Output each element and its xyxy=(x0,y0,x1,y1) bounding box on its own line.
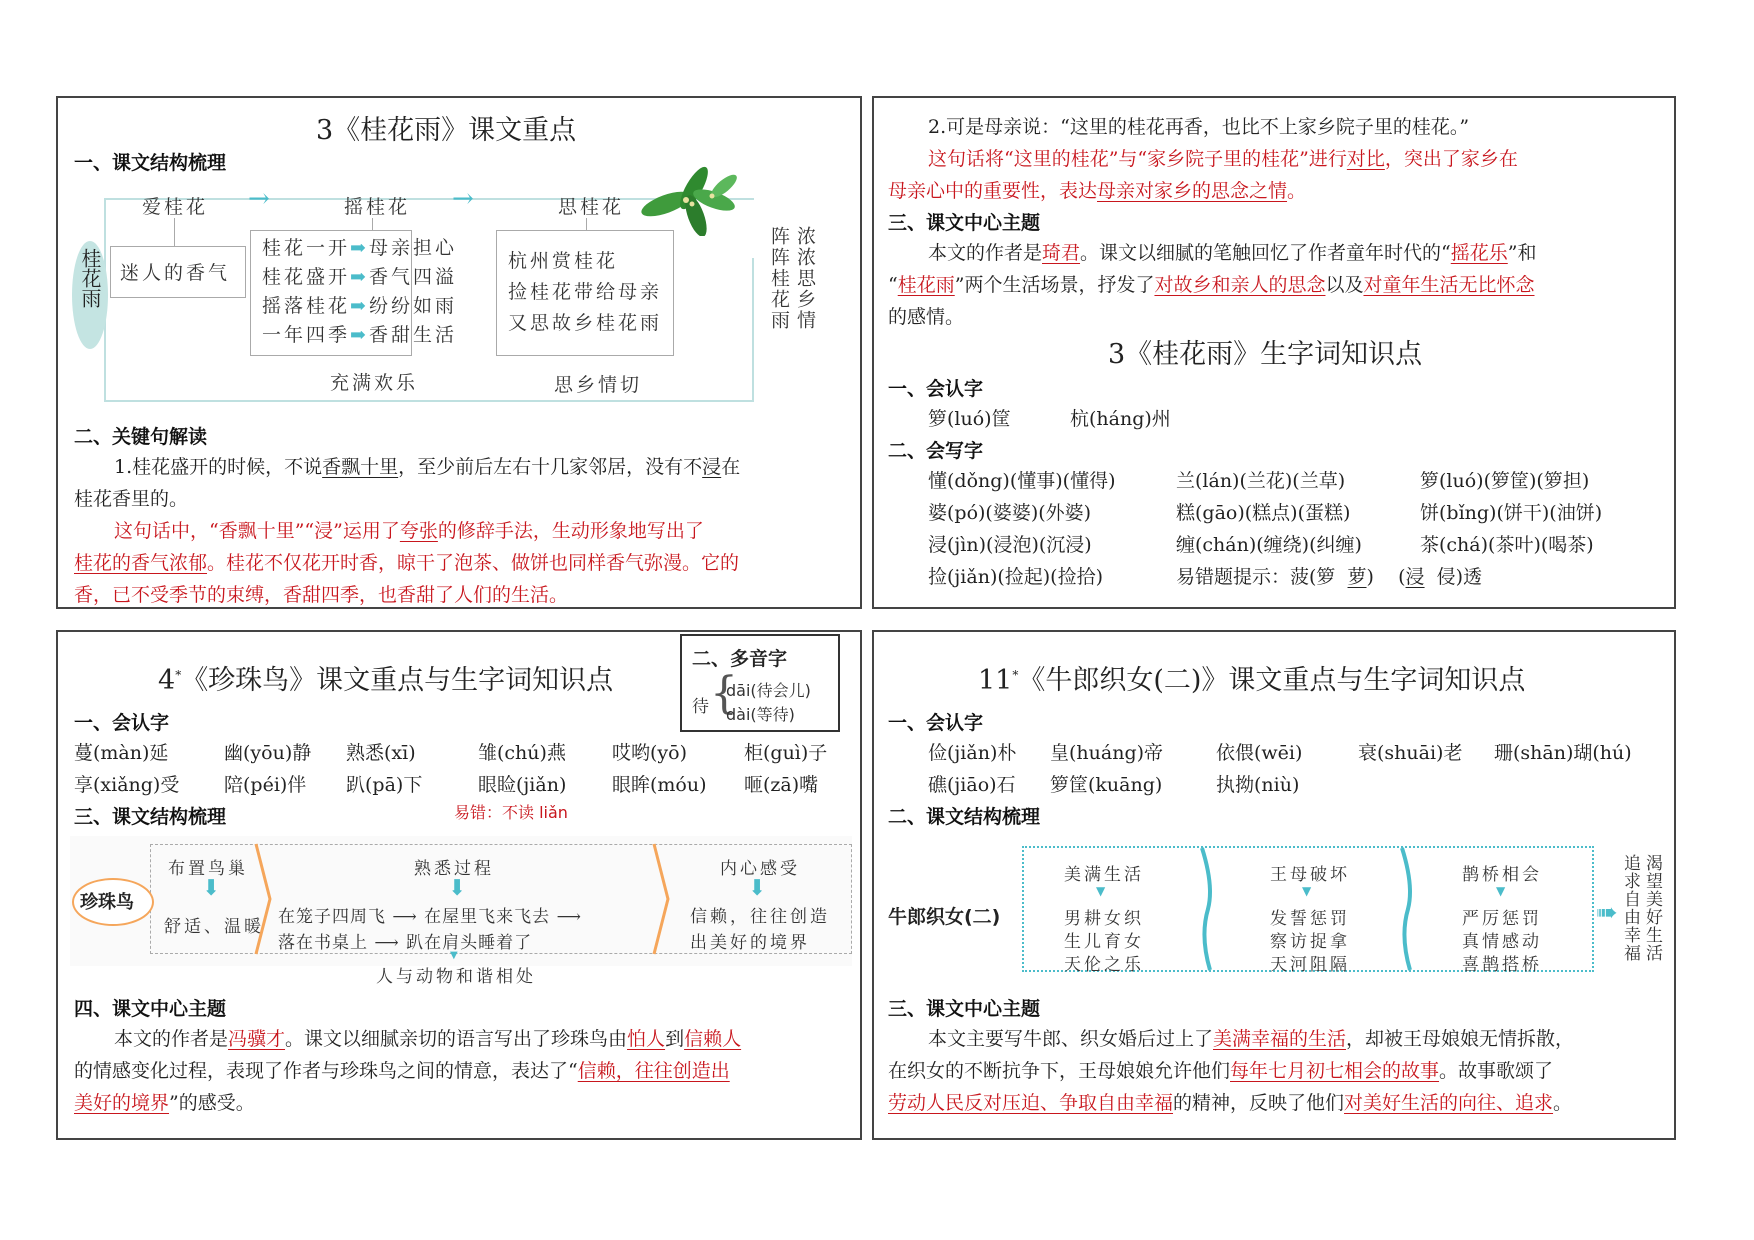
write-item: 捡(jiǎn)(捡起)(捡拾) xyxy=(928,566,1104,588)
col3-row: 杭州赏桂花 xyxy=(508,250,619,272)
recognize-item: 蔓(màn)延 xyxy=(74,742,169,764)
recognize-item: 礁(jiāo)石 xyxy=(928,774,1016,796)
panel-zhenzhuniao xyxy=(56,630,862,1140)
theme-line3: 美好的境界”的感受。 xyxy=(74,1092,255,1114)
analysis-2-line1: 这句话将“这里的桂花”与“家乡院子里的桂花”进行对比，突出了家乡在 xyxy=(928,148,1518,170)
write-item: 茶(chá)(茶叶)(喝茶) xyxy=(1420,534,1594,556)
section-heading-recognize: 一、会认字 xyxy=(74,712,170,734)
c3-row-2: 出美好的境界 xyxy=(690,933,810,953)
col2-heading: 摇桂花 xyxy=(344,196,411,218)
recognize-item: 雏(chú)燕 xyxy=(478,742,566,764)
arrow-icon: → xyxy=(452,184,474,214)
down-arrow-icon: ⬇ xyxy=(748,876,767,901)
section-heading-theme: 三、课文中心主题 xyxy=(888,998,1041,1020)
vertical-text-left: 阵阵桂花雨 xyxy=(768,226,790,331)
panel-title: 3《桂花雨》课文重点 xyxy=(316,115,577,146)
write-item: 饼(bǐng)(饼干)(油饼) xyxy=(1420,502,1603,524)
wave-separator-icon xyxy=(1196,846,1216,972)
chevron-separator-icon xyxy=(652,842,672,956)
col2-row: 摇落桂花➡纷纷如雨 xyxy=(262,295,457,317)
c2-row: 发誓惩罚 xyxy=(1270,909,1350,929)
c1-heading: 布置鸟巢 xyxy=(168,859,248,879)
c2-heading: 王母破坏 xyxy=(1270,865,1350,885)
center-label: 桂花雨 xyxy=(78,248,102,308)
right-double-arrow-icon: ➠ xyxy=(1596,898,1618,928)
c3-row: 严厉惩罚 xyxy=(1462,909,1542,929)
panel-guihuayu-continued xyxy=(872,96,1676,609)
polyphone-heading: 二、多音字 xyxy=(692,648,788,670)
col3-row: 捡桂花带给母亲 xyxy=(508,281,663,303)
diagram-frame-right xyxy=(752,258,754,402)
col2-row: 一年四季➡香甜生活 xyxy=(262,324,457,346)
c3-rows xyxy=(1462,908,1542,977)
recognize-item: 陪(péi)伴 xyxy=(224,774,307,796)
panel-title: 4*《珍珠鸟》课文重点与生字词知识点 xyxy=(158,665,614,696)
write-item: 浸(jìn)(浸泡)(沉浸) xyxy=(928,534,1092,556)
key-sentence-1: 1.桂花盛开的时候，不说香飘十里，至少前后左右十几家邻居，没有不浸在 xyxy=(114,456,741,478)
c2-heading: 熟悉过程 xyxy=(414,859,494,879)
recognize-item: 箩(luó)筐 xyxy=(928,408,1011,430)
col2-rows xyxy=(262,234,457,350)
key-sentence-1-cont: 桂花香里的。 xyxy=(74,488,189,510)
theme-line2: 的情感变化过程，表现了作者与珍珠鸟之间的情意，表达了“信赖，往往创造出 xyxy=(74,1060,730,1082)
wave-separator-icon xyxy=(1396,846,1416,972)
write-item: 缠(chán)(缠绕)(纠缠) xyxy=(1176,534,1362,556)
col2-row: 桂花盛开➡香气四溢 xyxy=(262,266,457,288)
polyphone-reading-2: dài(等待) xyxy=(726,705,795,724)
c1-heading: 美满生活 xyxy=(1064,865,1144,885)
down-arrow-icon: ⬇ xyxy=(448,876,467,901)
c1-row: 男耕女织 xyxy=(1064,909,1144,929)
section-heading-write: 二、会写字 xyxy=(888,440,984,462)
col2-connector xyxy=(372,218,373,230)
theme-line2: “桂花雨”两个生活场景，抒发了对故乡和亲人的思念以及对童年生活无比怀念 xyxy=(888,274,1535,296)
c2-row: 察访捉拿 xyxy=(1270,932,1350,952)
c1-rows xyxy=(1064,908,1144,977)
chevron-separator-icon xyxy=(254,842,274,956)
recognize-item: 皇(huáng)帝 xyxy=(1050,742,1164,764)
recognize-item: 衰(shuāi)老 xyxy=(1358,742,1463,764)
theme-line2: 在织女的不断抗争下，王母娘娘允许他们每年七月初七相会的故事。故事歌颂了 xyxy=(888,1060,1554,1082)
polyphone-box xyxy=(680,634,840,732)
recognize-item: 依偎(wēi) xyxy=(1216,742,1303,764)
section-heading-theme: 三、课文中心主题 xyxy=(888,212,1041,234)
write-item: 糕(gāo)(糕点)(蛋糕) xyxy=(1176,502,1351,524)
down-triangle-icon: ▼ xyxy=(1096,884,1106,898)
recognize-item: 享(xiǎng)受 xyxy=(74,774,180,796)
col1-heading: 爱桂花 xyxy=(142,196,209,218)
mistake-note: 易错：不读 liǎn xyxy=(454,803,568,822)
center-label: 牛郎织女(二) xyxy=(888,906,1001,928)
col3-row: 又思故乡桂花雨 xyxy=(508,312,663,334)
polyphone-char: 待 xyxy=(692,697,709,717)
section-heading-theme: 四、课文中心主题 xyxy=(74,998,227,1020)
recognize-item: 咂(zā)嘴 xyxy=(744,774,819,796)
key-sentence-2: 2.可是母亲说：“这里的桂花再香，也比不上家乡院子里的桂花。” xyxy=(928,116,1470,138)
panel-guihuayu-key-points xyxy=(56,96,862,609)
vocab-title: 3《桂花雨》生字词知识点 xyxy=(1108,339,1423,370)
vertical-text-right: 浓浓思乡情 xyxy=(794,226,816,331)
c2-row: 天河阻隔 xyxy=(1270,955,1350,975)
recognize-item: 哎哟(yō) xyxy=(612,742,687,764)
theme-line3: 劳动人民反对压迫、争取自由幸福的精神，反映了他们对美好生活的向往、追求。 xyxy=(888,1092,1573,1114)
col3-heading: 思桂花 xyxy=(558,196,625,218)
c1-row: 生儿育女 xyxy=(1064,932,1144,952)
c2-row-2: 落在书桌上 ⟶ 趴在肩头睡着了 xyxy=(278,933,533,953)
theme-line1: 本文的作者是冯骥才。课文以细腻亲切的语言写出了珍珠鸟由怕人到信赖人 xyxy=(114,1028,742,1050)
c3-row: 真情感动 xyxy=(1462,932,1542,952)
vertical-text-right: 渴望美好生活 xyxy=(1642,854,1662,962)
polyphone-reading-1: dāi(待会儿) xyxy=(726,681,811,700)
down-arrow-icon: ⬇ xyxy=(202,876,221,901)
theme-line3: 的感情。 xyxy=(888,306,965,328)
col1-box-text: 迷人的香气 xyxy=(120,262,231,284)
c3-heading: 鹊桥相会 xyxy=(1462,865,1542,885)
c1-body: 舒适、温暖 xyxy=(164,917,264,937)
recognize-item: 柜(guì)子 xyxy=(744,742,828,764)
recognize-item: 箩筐(kuāng) xyxy=(1050,774,1163,796)
col2-footer: 充满欢乐 xyxy=(330,372,419,394)
c2-rows xyxy=(1270,908,1350,977)
write-item: 懂(dǒng)(懂事)(懂得) xyxy=(928,470,1116,492)
diagram-frame-bottom xyxy=(104,400,754,402)
center-label: 珍珠鸟 xyxy=(80,892,134,913)
leaf-decoration-icon xyxy=(636,166,746,236)
analysis-1-line2: 桂花的香气浓郁。桂花不仅花开时香，晾干了泡茶、做饼也同样香气弥漫。它的 xyxy=(74,552,740,574)
panel-title: 11*《牛郎织女(二)》课文重点与生字词知识点 xyxy=(978,665,1526,696)
brace-icon: { xyxy=(710,668,738,719)
c3-row: 喜鹊搭桥 xyxy=(1462,955,1542,975)
section-heading-structure: 一、课文结构梳理 xyxy=(74,152,227,174)
analysis-2-line2: 母亲心中的重要性，表达母亲对家乡的思念之情。 xyxy=(888,180,1307,202)
down-triangle-icon: ▼ xyxy=(450,950,458,961)
recognize-item: 执拗(niù) xyxy=(1216,774,1300,796)
arrow-icon: → xyxy=(248,184,270,214)
write-item: 箩(luó)(箩筐)(箩担) xyxy=(1420,470,1590,492)
section-heading-recognize: 一、会认字 xyxy=(888,378,984,400)
col3-connector xyxy=(586,218,587,230)
recognize-item: 杭(háng)州 xyxy=(1070,408,1171,430)
mistake-tip: 易错题提示：菠(箩 萝) (浸 侵)透 xyxy=(1176,566,1483,588)
col3-footer: 思乡情切 xyxy=(554,374,643,396)
col2-row: 桂花一开➡母亲担心 xyxy=(262,237,457,259)
diagram-footer: 人与动物和谐相处 xyxy=(376,967,536,987)
c1-row: 天伦之乐 xyxy=(1064,955,1144,975)
recognize-item: 趴(pā)下 xyxy=(346,774,423,796)
recognize-item: 幽(yōu)静 xyxy=(224,742,312,764)
recognize-item: 珊(shān)瑚(hú) xyxy=(1494,742,1632,764)
theme-line1: 本文主要写牛郎、织女婚后过上了美满幸福的生活，却被王母娘娘无情拆散， xyxy=(928,1028,1575,1050)
write-item: 婆(pó)(婆婆)(外婆) xyxy=(928,502,1092,524)
recognize-item: 熟悉(xī) xyxy=(346,742,416,764)
vertical-text-left: 追求自由幸福 xyxy=(1620,854,1640,962)
c3-heading: 内心感受 xyxy=(720,859,800,879)
write-item: 兰(lán)(兰花)(兰草) xyxy=(1176,470,1346,492)
section-heading-recognize: 一、会认字 xyxy=(888,712,984,734)
analysis-1-line1: 这句话中，“香飘十里”“浸”运用了夸张的修辞手法，生动形象地写出了 xyxy=(114,520,704,542)
analysis-1-line3: 香，已不受季节的束缚，香甜四季，也香甜了人们的生活。 xyxy=(74,584,569,606)
col3-rows xyxy=(508,246,662,339)
c3-row-1: 信赖，往往创造 xyxy=(690,907,830,927)
recognize-item: 俭(jiǎn)朴 xyxy=(928,742,1017,764)
section-heading-key-sentences: 二、关键句解读 xyxy=(74,426,208,448)
down-triangle-icon: ▼ xyxy=(1496,884,1506,898)
section-heading-structure: 二、课文结构梳理 xyxy=(888,806,1041,828)
panel-niulang-zhinv xyxy=(872,630,1676,1140)
recognize-item: 眼睑(jiǎn) xyxy=(478,774,567,796)
section-heading-structure: 三、课文结构梳理 xyxy=(74,806,227,828)
c2-row-1: 在笼子四周飞 ⟶ 在屋里飞来飞去 ⟶ xyxy=(278,907,582,927)
col1-connector xyxy=(174,218,175,246)
down-triangle-icon: ▼ xyxy=(1302,884,1312,898)
recognize-item: 眼眸(móu) xyxy=(612,774,707,796)
theme-line1: 本文的作者是琦君。课文以细腻的笔触回忆了作者童年时代的“摇花乐”和 xyxy=(928,242,1537,264)
